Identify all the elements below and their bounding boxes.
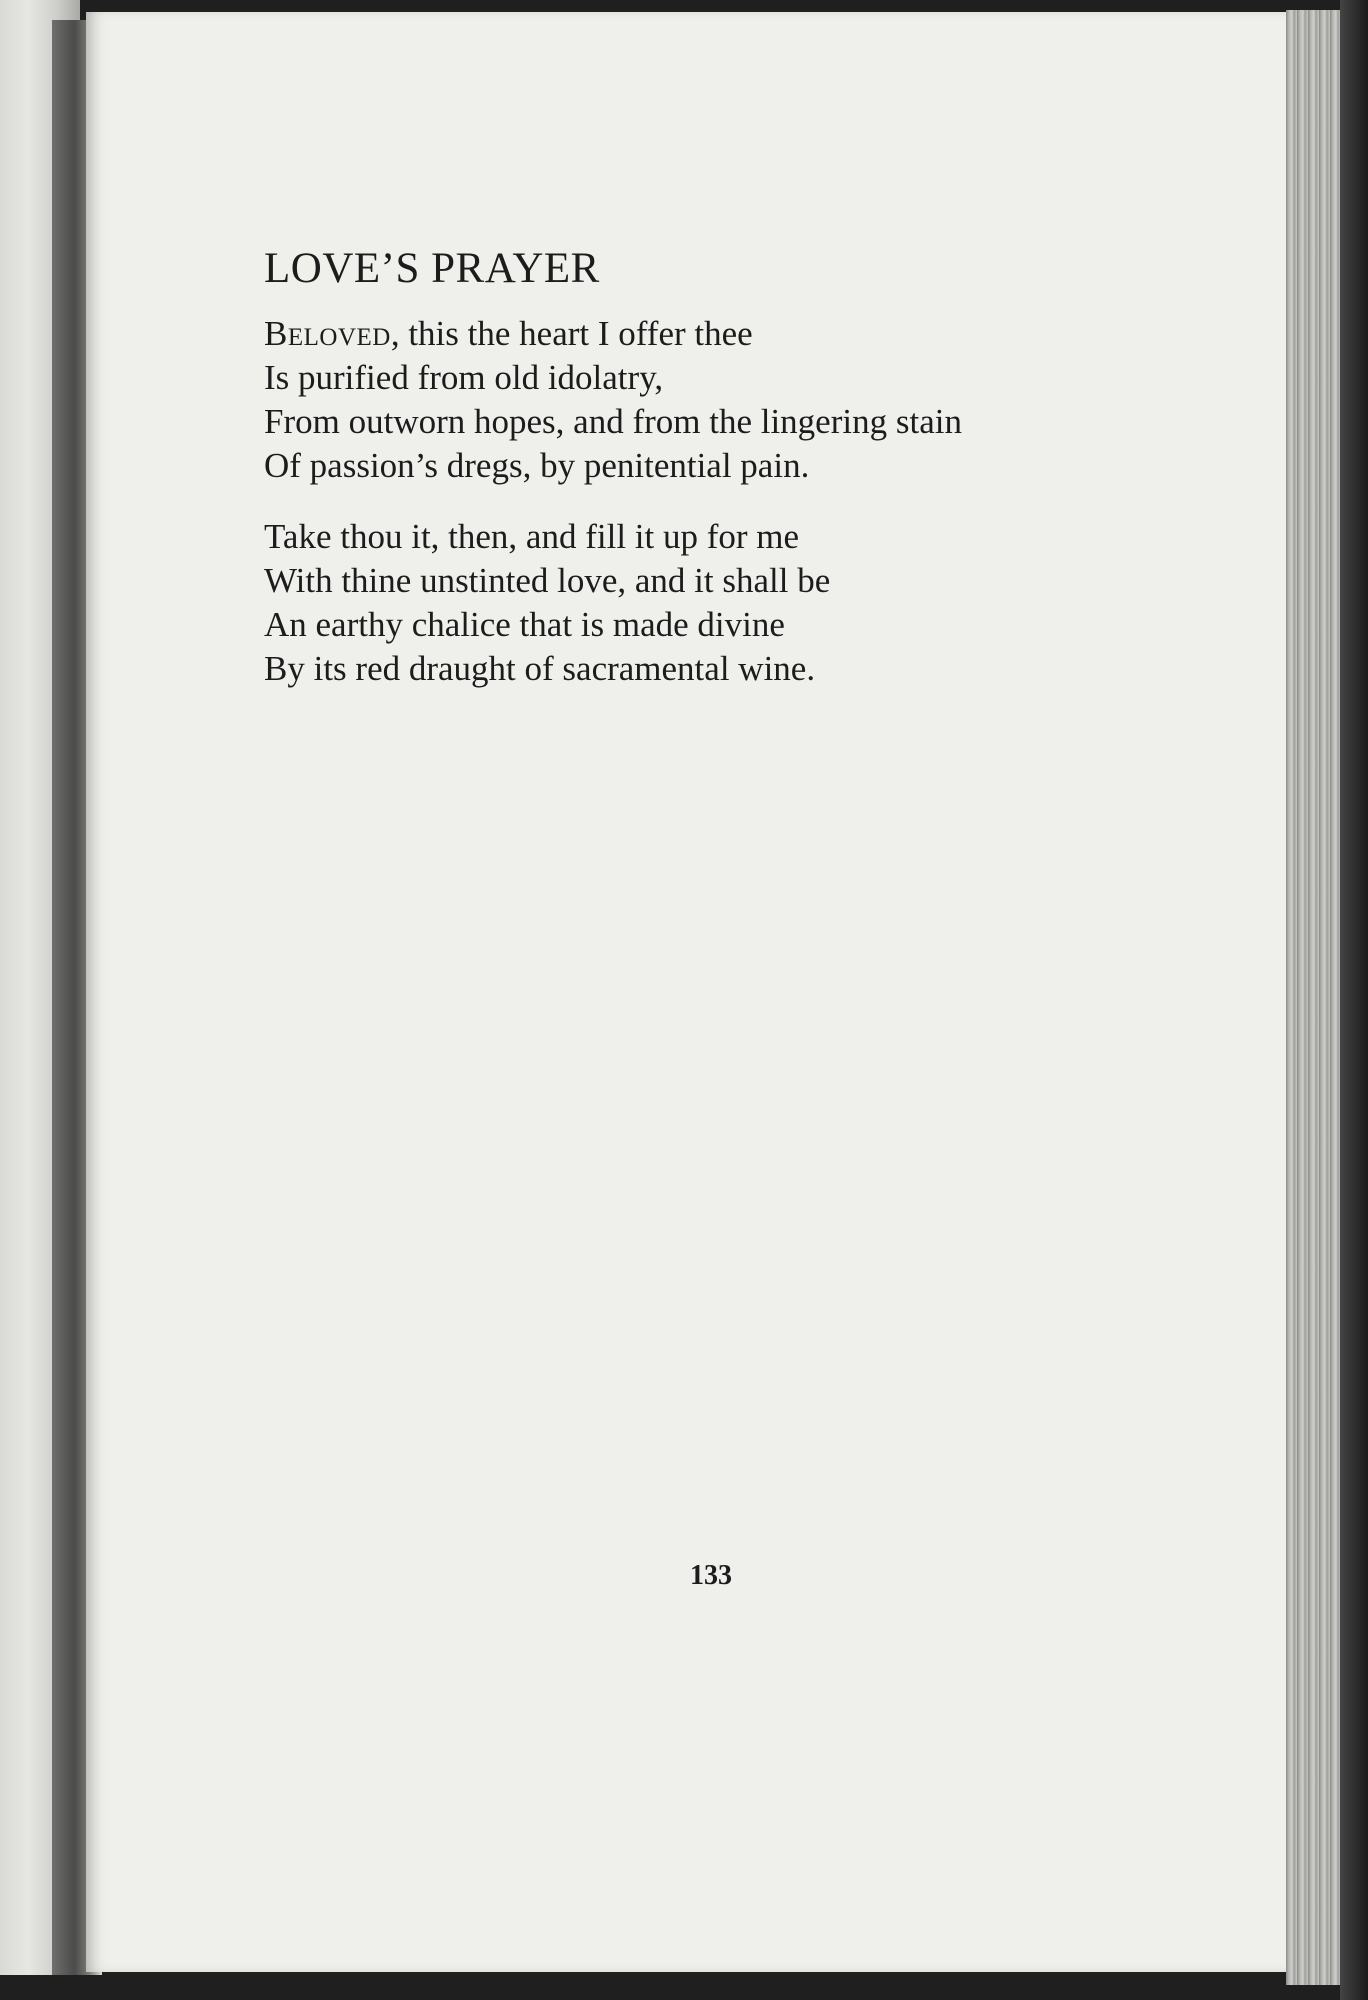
page-edge-shadow [1340,0,1368,2000]
first-word-smallcaps: Beloved [264,314,391,353]
page-number-text: 133 [690,1560,732,1591]
stanza-2 [264,515,830,691]
stanza-1 [264,312,962,488]
page-number [86,1560,1336,1592]
line-rest: , this the heart I offer thee [390,314,753,353]
poem-line: From outworn hopes, and from the lingering stain [264,402,962,441]
poem-line: Take thou it, then, and fill it up for me [264,517,800,556]
poem-line [264,312,962,356]
poem-line: Of passion’s dregs, by penitential pain. [264,446,810,485]
book-page [86,12,1286,1972]
poem-line: By its red draught of sacramental wine. [264,649,816,688]
poem-line: Is purified from old idolatry, [264,358,664,397]
poem-line: An earthy chalice that is made divine [264,605,785,644]
poem-line: With thine unstinted love, and it shall be [264,561,831,600]
poem-title: LOVE’S PRAYER [264,245,600,292]
